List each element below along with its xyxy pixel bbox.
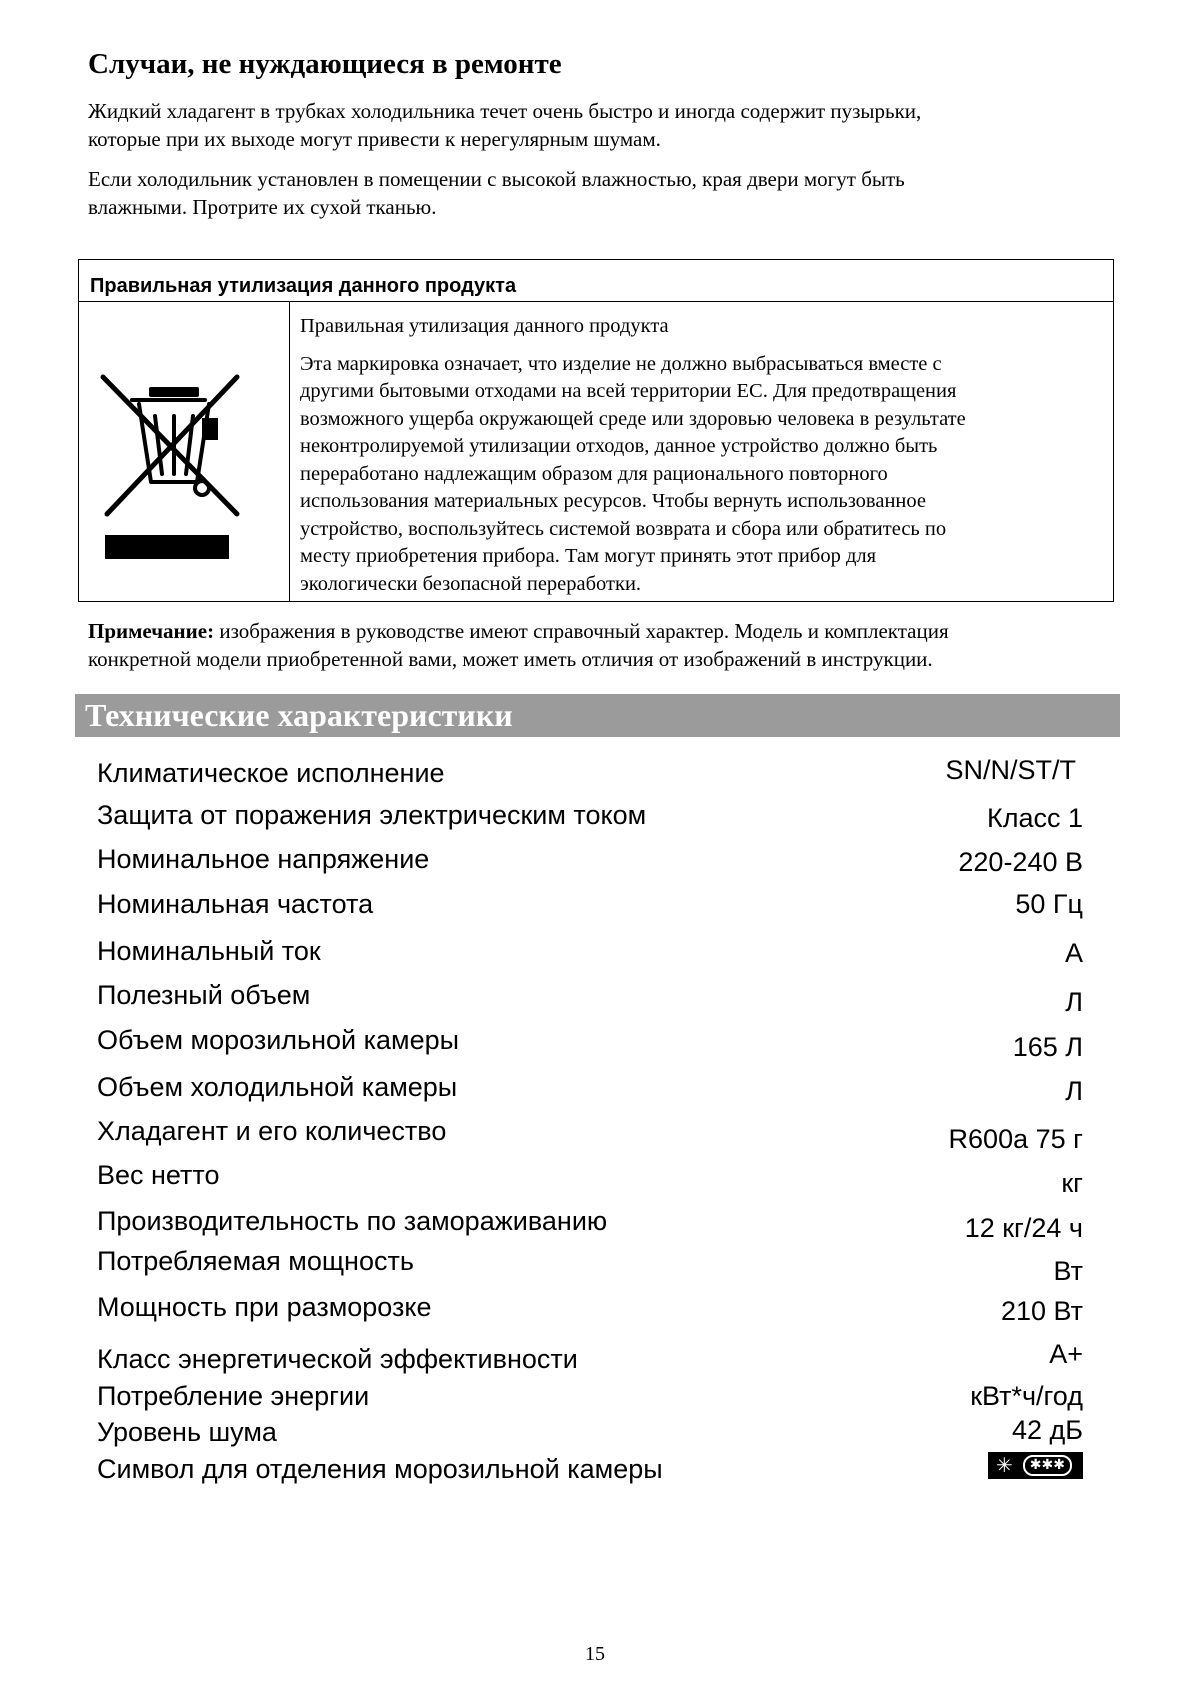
specs-title: Технические характеристики <box>85 697 513 733</box>
spec-label: Полезный объем <box>97 980 311 1010</box>
spec-value: А <box>1064 938 1083 968</box>
disposal-icon-cell <box>79 302 290 602</box>
spec-value: Вт <box>1053 1256 1083 1286</box>
paragraph-line: Если холодильник установлен в помещении с высокой влажностью, края двери могут быть <box>88 167 905 191</box>
spec-value: 12 кг/24 ч <box>964 1213 1083 1243</box>
spec-label: Объем морозильной камеры <box>97 1025 460 1055</box>
spec-value: 50 Гц <box>1015 889 1083 919</box>
spec-label: Мощность при разморозке <box>97 1292 432 1322</box>
spec-label: Потребляемая мощность <box>97 1246 414 1276</box>
spec-value: Класс 1 <box>986 803 1083 833</box>
disposal-text-line: возможного ущерба окружающей среде или здоровью человека в результате <box>300 407 966 430</box>
paragraph-line: Жидкий хладагент в трубках холодильника течет очень быстро и иногда содержит пузырьки, <box>88 99 922 123</box>
disposal-text-line: другими бытовыми отходами на всей территории ЕС. Для предотвращения <box>300 380 957 402</box>
disposal-text-line: месту приобретения прибора. Там могут принять этот прибор для <box>300 545 877 567</box>
freezer-star-icon: ✳ <box>996 1453 1013 1477</box>
spec-value: Л <box>1065 1076 1083 1106</box>
spec-label: Символ для отделения морозильной камеры <box>97 1454 663 1484</box>
disposal-text-line: устройство, воспользуйтесь системой возврата и сбора или обратитесь по <box>300 517 947 540</box>
note-label: Примечание: <box>88 619 215 643</box>
spec-label: Производительность по замораживанию <box>97 1206 608 1236</box>
page-number: 15 <box>585 1643 605 1665</box>
spec-value: кВт*ч/год <box>970 1381 1083 1411</box>
spec-value: SN/N/ST/T <box>945 755 1076 785</box>
spec-value: Л <box>1065 987 1083 1017</box>
paragraph-refrigerant-noise <box>88 97 1098 153</box>
spec-label: Уровень шума <box>97 1417 277 1447</box>
spec-label: Защита от поражения электрическим током <box>97 800 647 830</box>
paragraph-line: влажными. Протрите их сухой тканью. <box>88 195 437 219</box>
disposal-subtitle: Правильная утилизация данного продукта <box>300 315 669 337</box>
spec-label: Номинальное напряжение <box>97 844 430 874</box>
spec-label: Номинальная частота <box>97 889 374 919</box>
spec-value: А+ <box>1049 1339 1083 1369</box>
spec-label: Класс энергетической эффективности <box>97 1344 578 1374</box>
disposal-text-line: экологически безопасной переработки. <box>300 572 642 595</box>
disposal-table <box>78 259 1114 602</box>
spec-value: кг <box>1061 1168 1083 1198</box>
spec-value: 165 Л <box>1012 1032 1083 1062</box>
disposal-text-line: Эта маркировка означает, что изделие не должно выбрасываться вместе с <box>300 352 942 375</box>
spec-label: Хладагент и его количество <box>97 1116 447 1146</box>
disposal-text-line: переработано надлежащим образом для рационального повторного <box>300 462 888 485</box>
four-star-freezer-icon <box>988 1452 1083 1479</box>
crossed-out-wheelie-bin-icon <box>99 372 259 562</box>
spec-value: 220-240 В <box>958 847 1083 877</box>
freezer-three-stars-icon: ✱✱✱ <box>1023 1455 1072 1476</box>
paragraph-humidity <box>88 165 1098 221</box>
disposal-text-line: использования материальных ресурсов. Чтобы вернуть использованное <box>300 490 926 512</box>
spec-value: 210 Вт <box>1000 1296 1083 1326</box>
spec-value: R600a 75 г <box>948 1124 1083 1154</box>
section-heading-no-repair: Случаи, не нуждающиеся в ремонте <box>88 48 562 80</box>
paragraph-line: которые при их выходе могут привести к нерегулярным шумам. <box>88 127 661 151</box>
specs-header-bar <box>75 694 1120 737</box>
note-paragraph <box>88 617 1108 673</box>
spec-label: Объем холодильной камеры <box>97 1072 458 1102</box>
disposal-text-line: неконтролируемой утилизации отходов, данное устройство должно быть <box>300 435 938 457</box>
disposal-table-title: Правильная утилизация данного продукта <box>79 260 1113 302</box>
spec-label: Вес нетто <box>97 1160 220 1190</box>
note-text: изображения в руководстве имеют справочный характер. Модель и комплектация <box>214 619 949 643</box>
note-text: конкретной модели приобретенной вами, может иметь отличия от изображений в инструкции. <box>88 647 933 671</box>
disposal-description <box>300 313 1100 598</box>
spec-label: Номинальный ток <box>97 936 321 966</box>
spec-value: 42 дБ <box>1011 1415 1083 1445</box>
spec-label: Климатическое исполнение <box>97 758 445 788</box>
spec-label: Потребление энергии <box>97 1381 370 1411</box>
